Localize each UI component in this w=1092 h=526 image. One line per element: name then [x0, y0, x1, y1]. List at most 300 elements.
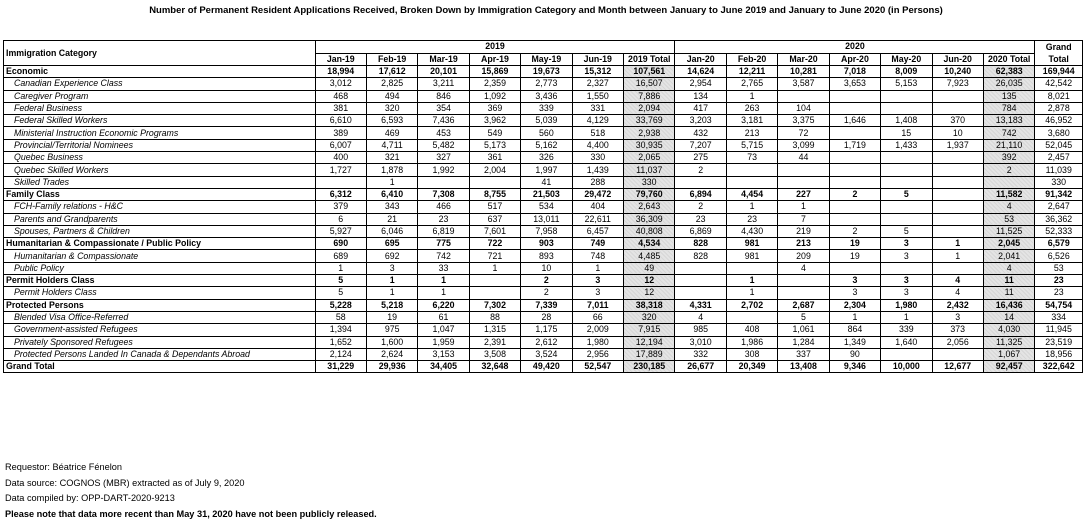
table-cell: 1,047 [418, 324, 469, 336]
table-cell: 6,410 [366, 188, 417, 200]
table-cell: 3 [932, 311, 983, 323]
row-label: Blended Visa Office-Referred [4, 311, 316, 323]
table-cell: 2 [675, 164, 726, 176]
table-cell: 721 [469, 250, 520, 262]
table-cell [315, 176, 366, 188]
table-cell: 321 [366, 152, 417, 164]
table-cell: 219 [778, 225, 829, 237]
category-total-row [4, 238, 1083, 250]
table-cell [726, 176, 777, 188]
table-row [4, 201, 1083, 213]
table-cell: 21,110 [983, 139, 1035, 151]
table-cell: 23 [1035, 275, 1083, 287]
table-cell: 1 [726, 287, 777, 299]
table-cell: 213 [778, 238, 829, 250]
table-cell: 637 [469, 213, 520, 225]
table-cell: 11,037 [623, 164, 675, 176]
requestor-text: Requestor: Béatrice Fénelon [5, 462, 122, 472]
table-cell: 20,101 [418, 66, 469, 78]
table-cell: 2,643 [623, 201, 675, 213]
table-cell: 213 [726, 127, 777, 139]
table-cell: 18,994 [315, 66, 366, 78]
table-row [4, 127, 1083, 139]
table-cell: 893 [521, 250, 572, 262]
table-cell: 3 [881, 287, 932, 299]
table-cell: 2,956 [572, 348, 623, 360]
table-cell: 230,185 [623, 361, 675, 373]
row-label: Parents and Grandparents [4, 213, 316, 225]
table-cell: 4,129 [572, 115, 623, 127]
table-cell: 29,472 [572, 188, 623, 200]
table-cell: 10,281 [778, 66, 829, 78]
table-cell: 16,436 [983, 299, 1035, 311]
table-cell: 7,207 [675, 139, 726, 151]
table-cell: 2,773 [521, 78, 572, 90]
table-cell [418, 176, 469, 188]
table-cell: 3,375 [778, 115, 829, 127]
table-cell: 7,308 [418, 188, 469, 200]
table-cell: 985 [675, 324, 726, 336]
table-cell: 32,648 [469, 361, 520, 373]
table-cell: 1 [726, 90, 777, 102]
table-cell: 784 [983, 102, 1035, 114]
table-cell: 12 [623, 275, 675, 287]
table-cell: 4 [932, 287, 983, 299]
table-cell: 1,061 [778, 324, 829, 336]
table-cell: 7,011 [572, 299, 623, 311]
table-cell: 1 [366, 275, 417, 287]
column-header: May-20 [881, 53, 932, 66]
table-cell: 320 [623, 311, 675, 323]
table-cell [932, 348, 983, 360]
table-cell: 828 [675, 250, 726, 262]
table-cell: 1 [778, 201, 829, 213]
table-cell: 332 [675, 348, 726, 360]
table-cell: 12,677 [932, 361, 983, 373]
table-cell: 13,011 [521, 213, 572, 225]
table-cell: 4,454 [726, 188, 777, 200]
table-cell: 1,937 [932, 139, 983, 151]
table-cell: 330 [572, 152, 623, 164]
table-cell: 104 [778, 102, 829, 114]
table-cell: 320 [366, 102, 417, 114]
table-cell: 334 [1035, 311, 1083, 323]
table-cell [881, 90, 932, 102]
table-cell: 2,825 [366, 78, 417, 90]
table-cell: 7,958 [521, 225, 572, 237]
table-cell: 11 [983, 275, 1035, 287]
table-cell: 308 [726, 348, 777, 360]
table-cell: 19,673 [521, 66, 572, 78]
table-cell: 2,304 [829, 299, 880, 311]
table-cell: 7,302 [469, 299, 520, 311]
row-label: Provincial/Territorial Nominees [4, 139, 316, 151]
table-cell: 1 [418, 275, 469, 287]
table-cell: 29,936 [366, 361, 417, 373]
table-cell: 2 [829, 188, 880, 200]
table-cell: 13,408 [778, 361, 829, 373]
year-2019-header: 2019 [315, 41, 675, 54]
table-cell: 3,010 [675, 336, 726, 348]
table-cell: 4 [675, 311, 726, 323]
table-cell: 2,687 [778, 299, 829, 311]
table-cell: 6,593 [366, 115, 417, 127]
table-cell: 330 [1035, 176, 1083, 188]
table-cell: 2,878 [1035, 102, 1083, 114]
column-header: Apr-20 [829, 53, 880, 66]
table-row [4, 262, 1083, 274]
table-cell: 6,312 [315, 188, 366, 200]
table-cell: 2,765 [726, 78, 777, 90]
row-label: Permit Holders Class [4, 275, 316, 287]
table-cell: 23 [675, 213, 726, 225]
table-cell: 361 [469, 152, 520, 164]
table-cell: 1,646 [829, 115, 880, 127]
table-cell: 5,173 [469, 139, 520, 151]
column-header: 2020 Total [983, 53, 1035, 66]
table-cell [881, 176, 932, 188]
table-cell: 19 [829, 238, 880, 250]
table-cell: 13,183 [983, 115, 1035, 127]
table-cell [932, 90, 983, 102]
table-cell [675, 262, 726, 274]
table-row [4, 348, 1083, 360]
table-cell [829, 201, 880, 213]
table-cell: 379 [315, 201, 366, 213]
table-cell: 3,508 [469, 348, 520, 360]
table-cell: 5,228 [315, 299, 366, 311]
table-row [4, 115, 1083, 127]
table-cell [881, 201, 932, 213]
table-cell: 3 [572, 287, 623, 299]
table-cell: 3,153 [418, 348, 469, 360]
table-cell: 330 [623, 176, 675, 188]
table-cell [675, 287, 726, 299]
table-cell: 10 [932, 127, 983, 139]
table-cell: 263 [726, 102, 777, 114]
row-label: Caregiver Program [4, 90, 316, 102]
table-cell: 42,542 [1035, 78, 1083, 90]
table-cell: 343 [366, 201, 417, 213]
table-cell: 742 [418, 250, 469, 262]
table-cell: 2 [521, 287, 572, 299]
table-cell: 6,457 [572, 225, 623, 237]
table-cell: 1 [315, 262, 366, 274]
table-row [4, 78, 1083, 90]
compiled-by-text: Data compiled by: OPP-DART-2020-9213 [5, 493, 175, 503]
table-cell: 6,610 [315, 115, 366, 127]
table-cell: 53 [983, 213, 1035, 225]
table-cell [829, 213, 880, 225]
data-source-text: Data source: COGNOS (MBR) extracted as of July 9, 2020 [5, 477, 245, 488]
row-label: Humanitarian & Compassionate [4, 250, 316, 262]
table-cell: 518 [572, 127, 623, 139]
table-cell: 846 [418, 90, 469, 102]
table-body [4, 66, 1083, 373]
table-cell: 1,067 [983, 348, 1035, 360]
table-cell: 370 [932, 115, 983, 127]
table-cell: 49,420 [521, 361, 572, 373]
table-cell: 2,432 [932, 299, 983, 311]
table-cell: 3,524 [521, 348, 572, 360]
table-cell: 1,433 [881, 139, 932, 151]
row-label: Ministerial Instruction Economic Programs [4, 127, 316, 139]
table-cell: 3 [881, 238, 932, 250]
table-cell: 339 [521, 102, 572, 114]
footer-notes [5, 460, 377, 522]
column-header: Feb-19 [366, 53, 417, 66]
table-cell: 381 [315, 102, 366, 114]
row-label: Privately Sponsored Refugees [4, 336, 316, 348]
grand-total-header: Grand Total [1035, 41, 1083, 66]
table-cell: 3 [881, 250, 932, 262]
table-cell: 517 [469, 201, 520, 213]
table-cell: 775 [418, 238, 469, 250]
table-cell: 16,507 [623, 78, 675, 90]
table-cell: 5 [881, 188, 932, 200]
table-row [4, 225, 1083, 237]
table-cell [726, 262, 777, 274]
row-label: Family Class [4, 188, 316, 200]
table-cell: 21,503 [521, 188, 572, 200]
table-cell: 2,954 [675, 78, 726, 90]
table-cell [932, 225, 983, 237]
table-cell: 21 [366, 213, 417, 225]
table-cell: 23 [726, 213, 777, 225]
table-cell: 1 [881, 311, 932, 323]
table-cell: 1,652 [315, 336, 366, 348]
table-cell [932, 102, 983, 114]
table-cell: 5 [315, 275, 366, 287]
table-cell: 2 [521, 275, 572, 287]
row-label: FCH-Family relations - H&C [4, 201, 316, 213]
table-cell [983, 176, 1035, 188]
table-cell: 14,624 [675, 66, 726, 78]
table-cell: 3 [366, 262, 417, 274]
table-cell: 560 [521, 127, 572, 139]
table-cell: 2,391 [469, 336, 520, 348]
table-cell: 1,349 [829, 336, 880, 348]
table-cell: 26,035 [983, 78, 1035, 90]
table-cell: 3,203 [675, 115, 726, 127]
table-cell: 2,938 [623, 127, 675, 139]
table-cell: 5,482 [418, 139, 469, 151]
table-cell: 15 [881, 127, 932, 139]
table-cell: 7,436 [418, 115, 469, 127]
table-cell: 331 [572, 102, 623, 114]
table-cell: 30,935 [623, 139, 675, 151]
table-row [4, 250, 1083, 262]
row-label: Spouses, Partners & Children [4, 225, 316, 237]
table-cell: 1 [572, 262, 623, 274]
table-cell: 6 [315, 213, 366, 225]
table-cell: 92,457 [983, 361, 1035, 373]
table-cell: 6,894 [675, 188, 726, 200]
table-cell: 469 [366, 127, 417, 139]
table-cell: 6,046 [366, 225, 417, 237]
table-cell: 135 [983, 90, 1035, 102]
table-cell: 748 [572, 250, 623, 262]
table-cell: 22,611 [572, 213, 623, 225]
table-cell: 690 [315, 238, 366, 250]
column-header: 2019 Total [623, 53, 675, 66]
table-cell [932, 176, 983, 188]
table-cell: 18,956 [1035, 348, 1083, 360]
table-cell: 12,211 [726, 66, 777, 78]
table-cell: 14 [983, 311, 1035, 323]
table-cell [932, 164, 983, 176]
table-row [4, 102, 1083, 114]
table-cell: 46,952 [1035, 115, 1083, 127]
column-header: Apr-19 [469, 53, 520, 66]
table-cell: 1,992 [418, 164, 469, 176]
table-cell: 66 [572, 311, 623, 323]
table-cell: 400 [315, 152, 366, 164]
table-cell: 11,945 [1035, 324, 1083, 336]
table-cell: 17,889 [623, 348, 675, 360]
table-cell: 3 [829, 287, 880, 299]
table-cell: 3,587 [778, 78, 829, 90]
table-cell: 7,923 [932, 78, 983, 90]
grand-total-row [4, 361, 1083, 373]
table-cell: 1,600 [366, 336, 417, 348]
row-label: Government-assisted Refugees [4, 324, 316, 336]
table-row [4, 336, 1083, 348]
table-cell: 1,997 [521, 164, 572, 176]
table-cell: 3 [572, 275, 623, 287]
table-cell: 91,342 [1035, 188, 1083, 200]
table-cell: 2 [829, 225, 880, 237]
column-header: Jun-19 [572, 53, 623, 66]
table-cell: 227 [778, 188, 829, 200]
table-cell: 337 [778, 348, 829, 360]
table-row [4, 287, 1083, 299]
table-cell: 392 [983, 152, 1035, 164]
row-label: Economic [4, 66, 316, 78]
table-cell: 1,959 [418, 336, 469, 348]
table-cell: 466 [418, 201, 469, 213]
table-cell: 6,007 [315, 139, 366, 151]
table-cell: 975 [366, 324, 417, 336]
table-cell: 3,680 [1035, 127, 1083, 139]
table-cell: 1 [469, 262, 520, 274]
table-cell [881, 348, 932, 360]
table-cell: 5,927 [315, 225, 366, 237]
table-cell: 4,430 [726, 225, 777, 237]
table-cell [881, 262, 932, 274]
row-label: Public Policy [4, 262, 316, 274]
table-cell: 2 [983, 164, 1035, 176]
table-cell: 2,359 [469, 78, 520, 90]
row-label: Permit Holders Class [4, 287, 316, 299]
table-cell [881, 164, 932, 176]
table-cell: 107,561 [623, 66, 675, 78]
row-label: Protected Persons [4, 299, 316, 311]
table-cell [829, 90, 880, 102]
table-cell: 864 [829, 324, 880, 336]
table-cell: 695 [366, 238, 417, 250]
table-cell: 134 [675, 90, 726, 102]
table-cell: 169,944 [1035, 66, 1083, 78]
table-cell: 11,582 [983, 188, 1035, 200]
table-cell: 209 [778, 250, 829, 262]
table-cell [675, 176, 726, 188]
table-cell: 9,346 [829, 361, 880, 373]
table-cell: 72 [778, 127, 829, 139]
table-cell [778, 275, 829, 287]
table-cell: 23 [1035, 287, 1083, 299]
table-cell: 2,065 [623, 152, 675, 164]
applications-table [3, 40, 1083, 373]
table-cell: 1,980 [572, 336, 623, 348]
table-cell: 1,315 [469, 324, 520, 336]
table-cell [778, 287, 829, 299]
table-cell: 6,220 [418, 299, 469, 311]
table-cell: 5,153 [881, 78, 932, 90]
table-cell: 3,181 [726, 115, 777, 127]
table-cell: 88 [469, 311, 520, 323]
table-cell: 4,534 [623, 238, 675, 250]
table-cell: 54,754 [1035, 299, 1083, 311]
year-2020-header: 2020 [675, 41, 1035, 54]
table-cell [778, 164, 829, 176]
table-cell: 2,612 [521, 336, 572, 348]
table-cell: 6,869 [675, 225, 726, 237]
table-cell: 5 [881, 225, 932, 237]
table-cell: 49 [623, 262, 675, 274]
table-cell [469, 176, 520, 188]
table-cell: 11 [983, 287, 1035, 299]
table-cell: 44 [778, 152, 829, 164]
row-label: Skilled Trades [4, 176, 316, 188]
table-cell [469, 275, 520, 287]
category-total-row [4, 299, 1083, 311]
table-cell: 692 [366, 250, 417, 262]
category-header: Immigration Category [4, 41, 316, 66]
table-cell: 7,915 [623, 324, 675, 336]
table-cell: 1,640 [881, 336, 932, 348]
table-cell: 4 [778, 262, 829, 274]
row-label: Federal Skilled Workers [4, 115, 316, 127]
table-cell: 52,333 [1035, 225, 1083, 237]
column-header: Mar-20 [778, 53, 829, 66]
table-cell: 40,808 [623, 225, 675, 237]
table-cell: 34,405 [418, 361, 469, 373]
table-cell: 4,485 [623, 250, 675, 262]
table-row [4, 213, 1083, 225]
table-cell: 33 [418, 262, 469, 274]
table-cell: 1 [366, 287, 417, 299]
table-cell: 62,383 [983, 66, 1035, 78]
table-cell: 749 [572, 238, 623, 250]
table-cell: 2,124 [315, 348, 366, 360]
table-row [4, 152, 1083, 164]
table-cell: 15,869 [469, 66, 520, 78]
table-cell [932, 262, 983, 274]
table-cell: 981 [726, 250, 777, 262]
table-cell: 1 [932, 238, 983, 250]
table-cell [778, 90, 829, 102]
table-cell: 5,039 [521, 115, 572, 127]
category-total-row [4, 66, 1083, 78]
table-cell: 1,727 [315, 164, 366, 176]
table-cell: 2,702 [726, 299, 777, 311]
table-cell: 689 [315, 250, 366, 262]
table-cell: 1,394 [315, 324, 366, 336]
table-cell: 4 [983, 262, 1035, 274]
table-cell: 36,362 [1035, 213, 1083, 225]
table-cell: 1,878 [366, 164, 417, 176]
